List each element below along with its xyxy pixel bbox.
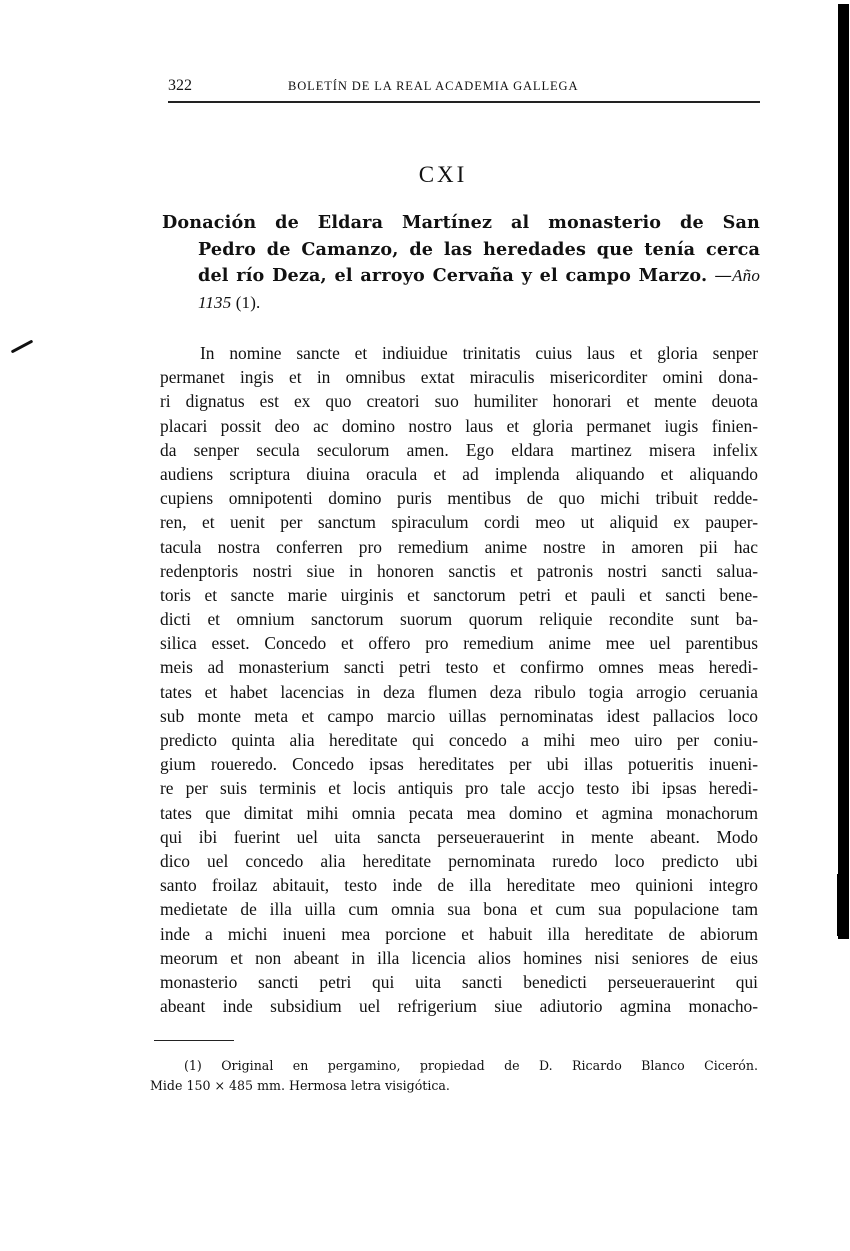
document-body — [160, 341, 758, 1018]
footnote-reference: (1). — [231, 292, 261, 312]
body-line: cupiens omnipotenti domino puris mentibus de quo michi tribuit redde- — [160, 488, 758, 509]
body-line: ren, et uenit per sanctum spiraculum cordi meo ut aliquid ex pauper- — [160, 512, 758, 533]
footnote-line: Mide 150 × 485 mm. Hermosa letra visigótica. — [150, 1078, 450, 1093]
header-rule — [168, 101, 760, 103]
title-date-separator: — — [707, 266, 733, 286]
body-line: medietate de illa uilla cum omnia sua bona et cum sua populacione tam — [160, 899, 758, 920]
body-line: gium roueredo. Concedo ipsas hereditates per ubi illas potueritis inueni- — [160, 754, 758, 775]
body-line: tates que dimitat mihi omnia pecata mea domino et agmina monachorum — [160, 802, 758, 823]
footnote-rule — [154, 1040, 234, 1041]
page-number: 322 — [168, 77, 192, 94]
body-line: da senper secula seculorum amen. Ego eldara martinez misera infelix — [160, 439, 758, 460]
body-line: monasterio sancti petri qui uita sancti benedicti perseuerauerint qui — [160, 971, 758, 992]
margin-pen-mark — [11, 340, 34, 354]
title-first-line: Donación de Eldara Martínez al monasterio de San — [162, 212, 760, 233]
footnote-line: (1) Original en pergamino, propiedad de D. Ricardo Blanco Cicerón. — [184, 1058, 758, 1073]
body-line: In nomine sancte et indiuidue trinitatis cuius laus et gloria senper — [200, 343, 758, 363]
body-line: placari possit deo ac domino nostro laus et gloria permanet iugis finien- — [160, 415, 758, 436]
body-line: dico uel concedo alia hereditate pernominata ruredo loco predicto ubi — [160, 850, 758, 871]
body-line: re per suis terminis et locis antiquis pro tale accjo testo ibi ipsas heredi- — [160, 778, 758, 799]
body-line: silica esset. Concedo et offero pro remedium anime mee uel parentibus — [160, 633, 758, 654]
body-line: permanet ingis et in omnibus extat miraculis misericorditer omini dona- — [160, 367, 758, 388]
body-line: qui ibi fuerint uel uita sancta perseuerauerint in mente abeant. Modo — [160, 826, 758, 847]
title-continuation — [162, 237, 760, 317]
body-line: tates et habet lacencias in deza flumen deza ribulo togia arrogio ceruania — [160, 681, 758, 702]
body-line: meis ad monasterium sancti petri testo et confirmo omnes meas heredi- — [160, 657, 758, 678]
body-line: meorum et non abeant in illa licencia alios homines nisi seniores de eius — [160, 947, 758, 968]
document-title — [162, 210, 760, 316]
title-date: Año 1135 — [198, 266, 760, 312]
scan-border-edge — [838, 4, 849, 939]
footnotes — [150, 1056, 758, 1096]
body-line: redenptoris nostri siue in honoren sanctis et patronis nostri sancti salua- — [160, 560, 758, 581]
body-line: ri dignatus est ex quo creatori suo humiliter honorari et mente deuota — [160, 391, 758, 412]
document-number: CXI — [418, 162, 468, 187]
title-continuation-text: Pedro de Camanzo, de las heredades que tenía cerca del río Deza, el arroyo Cervaña y el campo Marzo. — [198, 238, 760, 286]
body-line: predicto quinta alia hereditate qui concedo a mihi meo uiro per coniu- — [160, 730, 758, 750]
body-line: dicti et omnium sanctorum suorum quorum reliquie recondite sunt ba- — [160, 609, 758, 630]
running-head — [168, 76, 760, 100]
body-line: inde a michi inueni mea porcione et habuit illa hereditate de abiorum — [160, 923, 758, 944]
body-line: toris et sancte marie uirginis et sanctorum petri et pauli et sancti bene- — [160, 584, 758, 605]
body-line: audiens scriptura diuina oracula et ad implenda aliquando et aliquando — [160, 463, 758, 484]
body-line: abeant inde subsidium uel refrigerium siue adiutorio agmina monacho- — [160, 996, 758, 1017]
journal-title: BOLETÍN DE LA REAL ACADEMIA GALLEGA — [288, 79, 579, 93]
body-line: santo froilaz abitauit, testo inde de illa hereditate meo quinioni integro — [160, 875, 758, 896]
body-line: sub monte meta et campo marcio uillas pernominatas idest pallacios loco — [160, 705, 758, 726]
body-line: tacula nostra conferren pro remedium anime nostre in amoren pii hac — [160, 536, 758, 557]
